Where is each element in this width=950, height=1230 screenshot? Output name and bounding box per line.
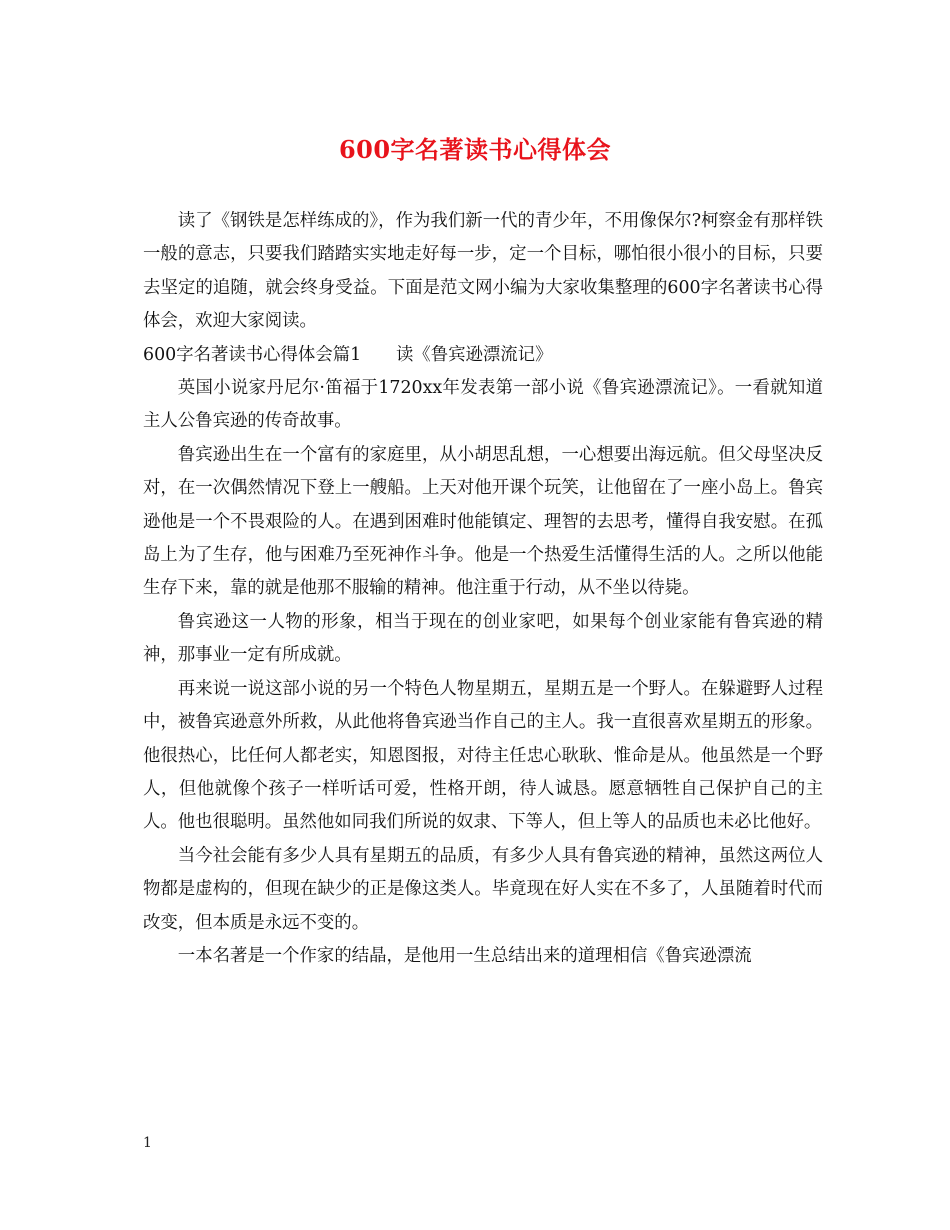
paragraph: 英国小说家丹尼尔·笛福于1720xx年发表第一部小说《鲁宾逊漂流记》。一看就知道主人公鲁宾逊的传奇故事。 (143, 378, 823, 432)
paragraph: 再来说一说这部小说的另一个特色人物星期五，星期五是一个野人。在躲避野人过程中，被鲁宾逊意外所救，从此他将鲁宾逊当作自己的主人。我一直很喜欢星期五的形象。他很热心，比任何人都老实，知恩图报，对待主任忠心耿耿、惟命是从。他虽然是一个野人，但他就像个孩子一样听话可爱，性格开朗，待人诚恳。愿意牺牲自己保护自己的主人。他也很聪明。虽然他如同我们所说的奴隶、下等人，但上等人的品质也未必比他好。 (143, 678, 823, 833)
paragraph-intro: 读了《钢铁是怎样练成的》，作为我们新一代的青少年，不用像保尔?柯察金有那样铁一般的意志，只要我们踏踏实实地走好每一步，定一个目标，哪怕很小很小的目标，只要去坚定的追随，就会终身受益。下面是范文网小编为大家收集整理的600字名著读书心得体会，欢迎大家阅读。 (143, 211, 823, 332)
document-body (143, 205, 823, 973)
paragraph: 鲁宾逊出生在一个富有的家庭里，从小胡思乱想，一心想要出海远航。但父母坚决反对，在一次偶然情况下登上一艘船。上天对他开课个玩笑，让他留在了一座小岛上。鲁宾逊他是一个不畏艰险的人。在遇到困难时他能镇定、理智的去思考，懂得自我安慰。在孤岛上为了生存，他与困难乃至死神作斗争。他是一个热爱生活懂得生活的人。之所以他能生存下来，靠的就是他那不服输的精神。他注重于行动，从不坐以待毙。 (143, 444, 823, 599)
document-title: 600字名著读书心得体会 (338, 135, 612, 164)
page-number: 1 (143, 1135, 152, 1151)
section-heading: 600字名著读书心得体会篇1 读《鲁宾逊漂流记》 (143, 344, 553, 365)
paragraph: 一本名著是一个作家的结晶，是他用一生总结出来的道理相信《鲁宾逊漂流 (177, 945, 752, 966)
paragraph: 鲁宾逊这一人物的形象，相当于现在的创业家吧，如果每个创业家能有鲁宾逊的精神，那事业一定有所成就。 (143, 611, 823, 666)
paragraph: 当今社会能有多少人具有星期五的品质，有多少人具有鲁宾逊的精神，虽然这两位人物都是虚构的，但现在缺少的正是像这类人。毕竟现在好人实在不多了，人虽随着时代而改变，但本质是永远不变的。 (143, 845, 823, 933)
